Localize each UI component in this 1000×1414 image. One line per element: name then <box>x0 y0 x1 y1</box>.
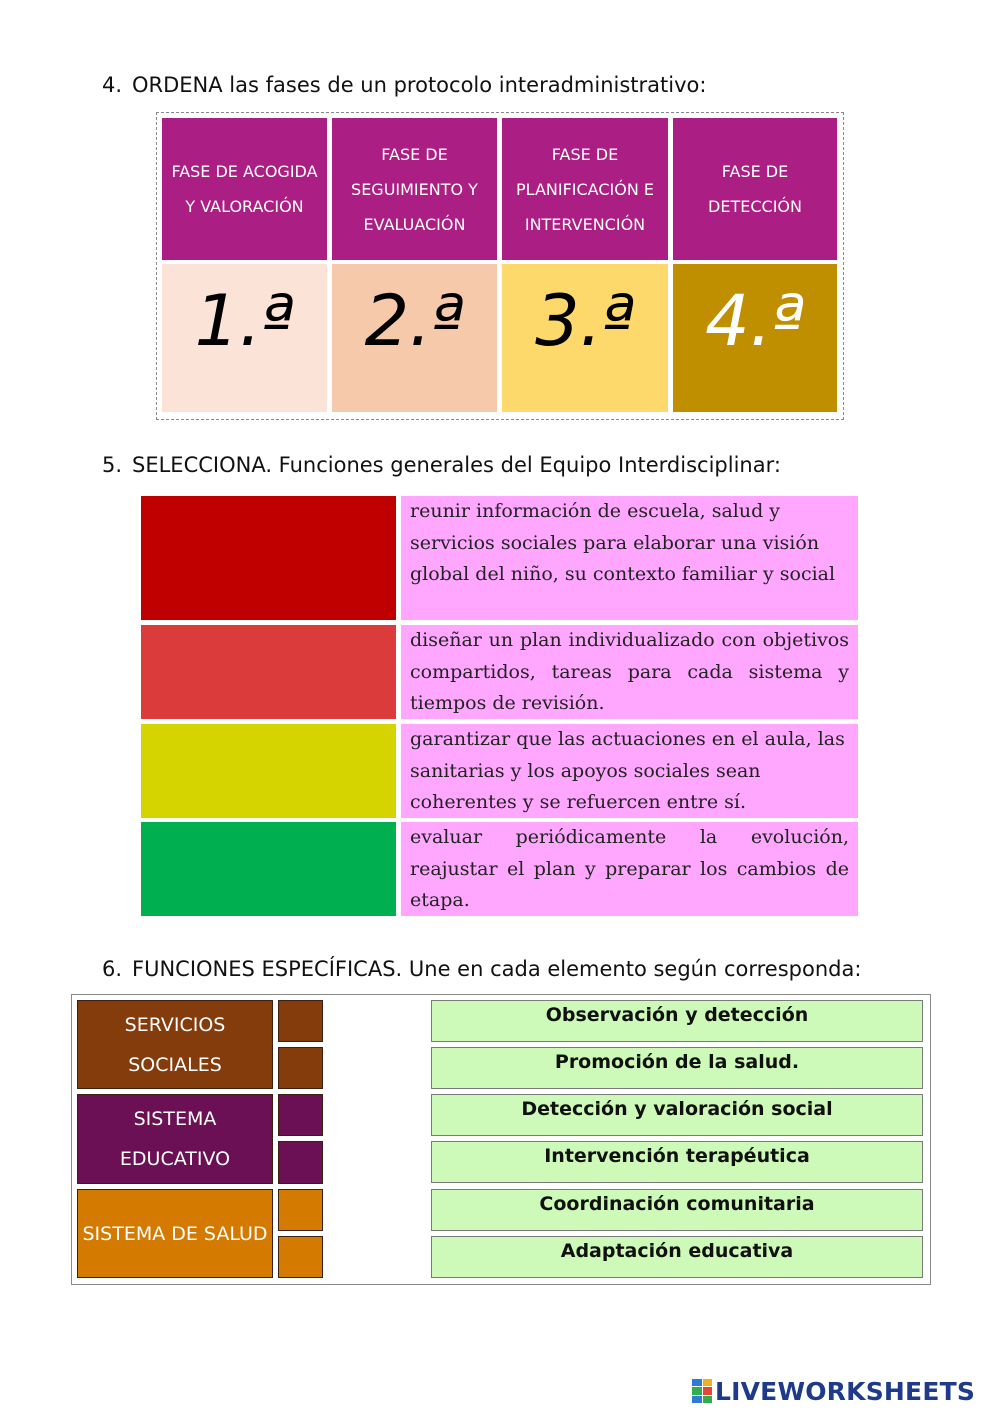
phase-label-2-text: FASE DE SEGUIMIENTO Y EVALUACIÓN <box>351 144 478 234</box>
color-drop-zone-4[interactable] <box>141 822 396 916</box>
phase-label-3-text: FASE DE PLANIFICACIÓN E INTERVENCIÓN <box>516 144 654 234</box>
phase-label-1-text: FASE DE ACOGIDA Y VALORACIÓN <box>171 162 318 216</box>
group-label-sistema-educativo <box>77 1094 273 1184</box>
function-item-4[interactable]: Intervención terapéutica <box>431 1141 923 1183</box>
function-text-1: reunir información de escuela, salud y servicios sociales para elaborar una visión global del niño, su contexto familiar y social <box>401 496 858 620</box>
color-drop-zone-1[interactable] <box>141 496 396 620</box>
function-item-6[interactable]: Adaptación educativa <box>431 1236 923 1278</box>
color-drop-zone-3[interactable] <box>141 724 396 818</box>
liveworksheets-logo[interactable] <box>692 1376 975 1406</box>
function-text-2: diseñar un plan individualizado con objetivos compartidos, tareas para cada sistema y tiempos de revisión. <box>401 625 858 719</box>
color-drop-zone-2[interactable] <box>141 625 396 719</box>
question-6-number: 6. <box>102 957 123 981</box>
question-5-text: SELECCIONA. Funciones generales del Equipo Interdisciplinar: <box>132 453 781 477</box>
question-4-title <box>102 71 706 99</box>
match-slot-1[interactable] <box>278 1000 323 1042</box>
question-4-number: 4. <box>102 73 123 97</box>
group-label-2-text: SISTEMA EDUCATIVO <box>119 1108 231 1170</box>
group-label-3-text: SISTEMA DE SALUD <box>82 1222 268 1245</box>
question-5-number: 5. <box>102 453 123 477</box>
liveworksheets-brand: LIVEWORKSHEETS <box>715 1376 976 1406</box>
match-slot-5[interactable] <box>278 1189 323 1231</box>
phase-label-3[interactable] <box>502 118 668 260</box>
match-slot-6[interactable] <box>278 1236 323 1278</box>
order-box-1[interactable]: 1.ª <box>162 264 327 412</box>
group-label-servicios-sociales <box>77 1000 273 1089</box>
function-text-4: evaluar periódicamente la evolución, reajustar el plan y preparar los cambios de etapa. <box>401 822 858 916</box>
order-box-2[interactable]: 2.ª <box>332 264 497 412</box>
match-slot-3[interactable] <box>278 1094 323 1136</box>
function-text-3: garantizar que las actuaciones en el aula, las sanitarias y los apoyos sociales sean coherentes y se refuercen entre sí. <box>401 724 858 818</box>
match-slot-4[interactable] <box>278 1141 323 1184</box>
question-6-text: FUNCIONES ESPECÍFICAS. Une en cada elemento según corresponda: <box>132 957 862 981</box>
function-item-3[interactable]: Detección y valoración social <box>431 1094 923 1136</box>
question-4-text: ORDENA las fases de un protocolo interadministrativo: <box>132 73 707 97</box>
function-item-1[interactable]: Observación y detección <box>431 1000 923 1042</box>
function-item-5[interactable]: Coordinación comunitaria <box>431 1189 923 1231</box>
order-box-4[interactable]: 4.ª <box>673 264 837 412</box>
liveworksheets-logo-icon <box>692 1379 712 1403</box>
phase-label-4-text: FASE DE DETECCIÓN <box>708 162 802 216</box>
phase-label-1[interactable] <box>162 118 327 260</box>
group-label-1-text: SERVICIOS SOCIALES <box>124 1013 226 1076</box>
question-6-title <box>102 955 861 983</box>
match-slot-2[interactable] <box>278 1047 323 1089</box>
group-label-sistema-de-salud <box>77 1189 273 1278</box>
function-item-2[interactable]: Promoción de la salud. <box>431 1047 923 1089</box>
phase-label-4[interactable] <box>673 118 837 260</box>
question-5-title <box>102 451 781 479</box>
phase-label-2[interactable] <box>332 118 497 260</box>
order-box-3[interactable]: 3.ª <box>502 264 668 412</box>
